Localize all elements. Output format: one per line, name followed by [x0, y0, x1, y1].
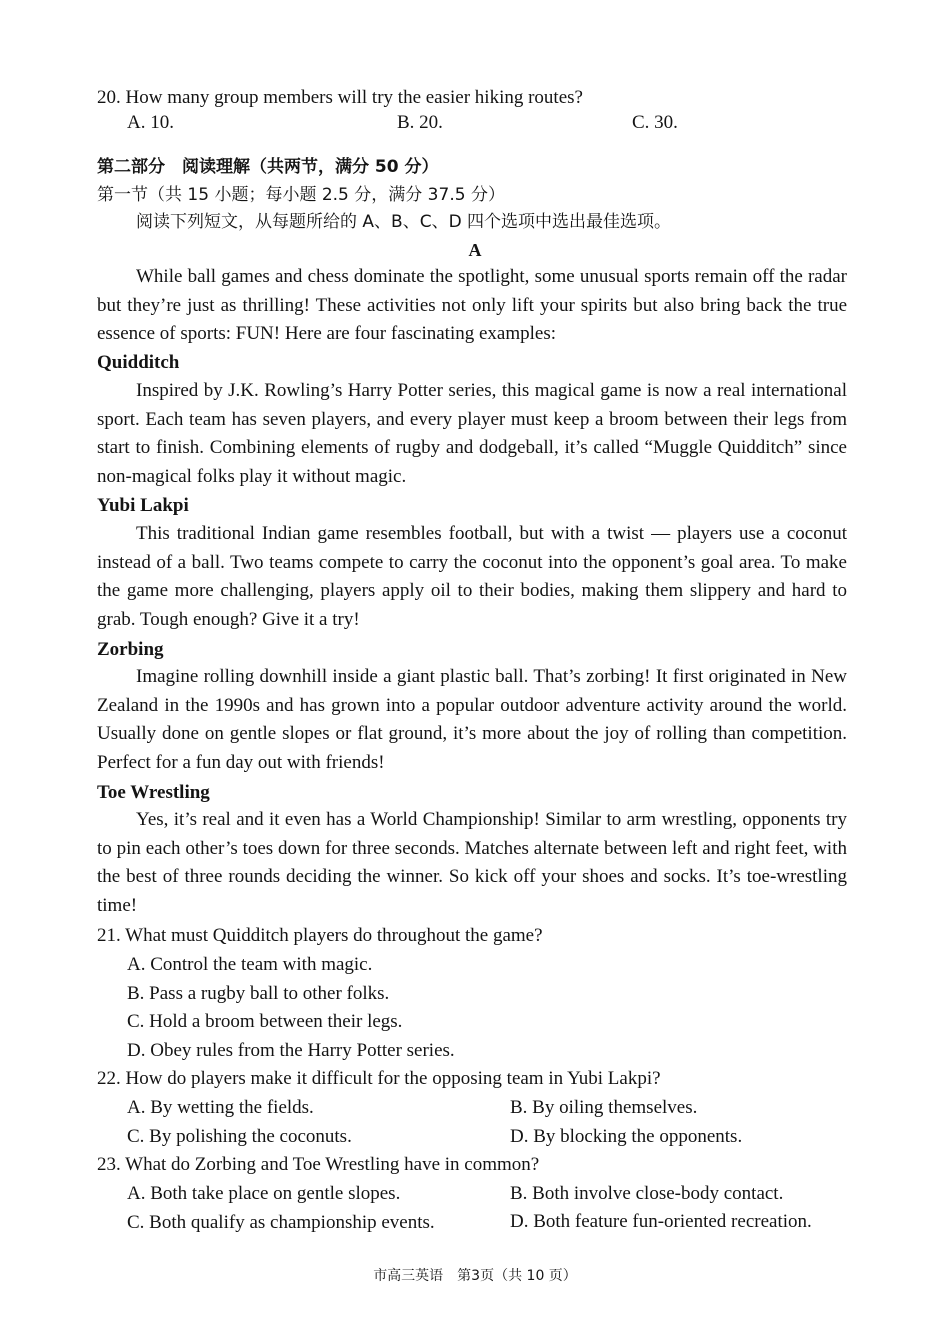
yubi-lakpi-heading: Yubi Lakpi [97, 495, 189, 516]
toe-wrestling-paragraph: Yes, it’s real and it even has a World Championship! Similar to arm wrestling, opponents try to pin each other’s toes down for three seconds. Matches alternate between left and right feet, with the best of three rounds deciding the winner. So kick off your shoes and socks. It’s toe-wrestling time! [97, 809, 847, 916]
question-21-option-b: B. Pass a rugby ball to other folks. [127, 983, 390, 1004]
question-20-option-b: B. 20. [397, 112, 443, 133]
question-21-option-c: C. Hold a broom between their legs. [127, 1011, 403, 1032]
zorbing-paragraph: Imagine rolling downhill inside a giant plastic ball. That’s zorbing! It first originated in New Zealand in the 1990s and has grown into a popular outdoor adventure activity around the world. Usually done on gentle slopes or flat ground, it’s more about the joy of rolling than competition. Perfect for a fun day out with friends! [97, 666, 847, 773]
section-one-title: 第一节（共 15 小题；每小题 2.5 分，满分 37.5 分） [97, 185, 505, 205]
question-21-option-a: A. Control the team with magic. [127, 954, 373, 975]
passage-intro: While ball games and chess dominate the spotlight, some unusual sports remain off the radar but they’re just as thrilling! These activities not only lift your spirits but also bring back the true essence of sports: FUN! Here are four fascinating examples: [97, 266, 847, 345]
quidditch-paragraph: Inspired by J.K. Rowling’s Harry Potter series, this magical game is now a real international sport. Each team has seven players, and every player must keep a broom between their legs from start to finish. Combining elements of rugby and dodgeball, it’s called “Muggle Quidditch” since non-magical folks play it without magic. [97, 380, 847, 487]
question-20-stem: 20. How many group members will try the easier hiking routes? [97, 87, 583, 108]
question-23-option-c: C. Both qualify as championship events. [127, 1212, 435, 1233]
quidditch-heading: Quidditch [97, 352, 180, 373]
passage-letter: A [468, 240, 482, 260]
zorbing-heading: Zorbing [97, 639, 164, 660]
yubi-lakpi-paragraph: This traditional Indian game resembles football, but with a twist — players use a coconut instead of a ball. Two teams compete to carry the coconut into the opponent’s goal area. To make the game more challenging, players apply oil to their bodies, making them slippery and hard to grab. Tough enough? Give it a try! [97, 523, 847, 630]
question-23-stem: 23. What do Zorbing and Toe Wrestling have in common? [97, 1154, 540, 1175]
part-two-title: 第二部分 阅读理解（共两节，满分 50 分） [97, 157, 439, 177]
question-23-option-b: B. Both involve close-body contact. [510, 1183, 784, 1204]
question-22-stem: 22. How do players make it difficult for the opposing team in Yubi Lakpi? [97, 1068, 661, 1089]
question-23-option-d: D. Both feature fun-oriented recreation. [510, 1211, 812, 1232]
question-21-option-d: D. Obey rules from the Harry Potter series. [127, 1040, 455, 1061]
reading-instruction: 阅读下列短文，从每题所给的 A、B、C、D 四个选项中选出最佳选项。 [136, 212, 672, 232]
question-22-option-d: D. By blocking the opponents. [510, 1126, 743, 1147]
question-22-option-b: B. By oiling themselves. [510, 1097, 698, 1118]
page-footer: 市高三英语 第3页（共 10 页） [373, 1268, 577, 1284]
question-21-stem: 21. What must Quidditch players do throughout the game? [97, 925, 543, 946]
question-20-option-a: A. 10. [127, 112, 174, 133]
toe-wrestling-heading: Toe Wrestling [97, 782, 210, 803]
question-23-option-a: A. Both take place on gentle slopes. [127, 1183, 401, 1204]
question-22-option-a: A. By wetting the fields. [127, 1097, 314, 1118]
question-20-option-c: C. 30. [632, 112, 678, 133]
question-22-option-c: C. By polishing the coconuts. [127, 1126, 352, 1147]
